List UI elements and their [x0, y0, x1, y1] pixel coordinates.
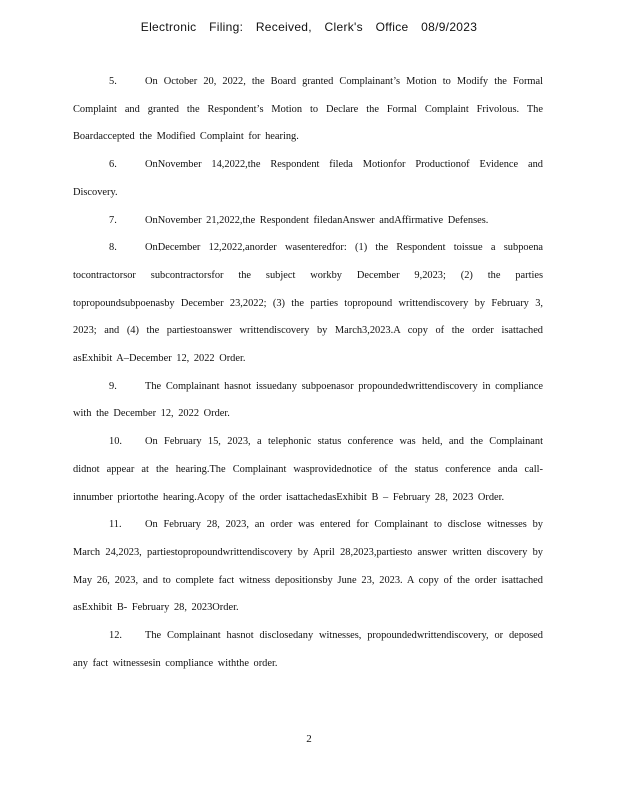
- paragraph-number: 8.: [109, 242, 117, 254]
- document-body: [73, 68, 543, 677]
- paragraph-number: 12.: [109, 630, 122, 642]
- filing-stamp-header: Electronic Filing: Received, Clerk's Office 08/9/2023: [140, 20, 478, 34]
- paragraph-11: [73, 511, 543, 622]
- paragraph-8: [73, 234, 543, 373]
- paragraph-number: 11.: [109, 519, 122, 531]
- paragraph-text: On February 15, 2023, a telephonic status conference was held, and the Complainant didnot appear at the hearing.The Complainant wasprovidednotice of the status conference anda call-innumber priortothe hearing.Acopy of the order isattachedasExhibit B – February 28, 2023 Order.: [73, 436, 543, 503]
- paragraph-number: 5.: [109, 76, 117, 87]
- paragraph-9: [73, 373, 543, 428]
- paragraph-number: 9.: [109, 380, 117, 392]
- paragraph-text: OnNovember 21,2022,the Respondent filedanAnswer andAffirmative Defenses.: [145, 214, 489, 226]
- paragraph-number: 10.: [109, 436, 122, 448]
- paragraph-number: 6.: [109, 159, 117, 171]
- paragraph-10: [73, 428, 543, 511]
- paragraph-number: 7.: [109, 214, 117, 226]
- paragraph-6: [73, 151, 543, 206]
- paragraph-text: OnDecember 12,2022,anorder wasenteredfor: (1) the Respondent toissue a subpoena tocontractorsor subcontractorsfor the subject workby December 9,2023; (2) the parties topropoundsubpoenasby December 23,2022; (3) the parties topropound writtendiscovery by February 3, 2023; and (4) the partiestoanswer writtendiscovery by March3,2023.A copy of the order isattached asExhibit A–December 12, 2022 Order.: [73, 242, 543, 365]
- paragraph-text: OnNovember 14,2022,the Respondent fileda Motionfor Productionof Evidence and Discovery.: [73, 159, 543, 198]
- paragraph-text: The Complainant hasnot issuedany subpoenasor propoundedwrittendiscovery in compliance with the December 12, 2022 Order.: [73, 380, 543, 420]
- paragraph-5: [73, 68, 543, 151]
- paragraph-12: [73, 622, 543, 677]
- paragraph-7: [73, 207, 543, 235]
- paragraph-text: On February 28, 2023, an order was entered for Complainant to disclose witnesses by March 24,2023, partiestopropoundwrittendiscovery by April 28,2023,partiesto answer written discovery by May 26, 2023, and to complete fact witness depositionsby June 23, 2023. A copy of the order isattached asExhibit B- February 28, 2023Order.: [73, 519, 543, 614]
- page-number: 2: [306, 733, 312, 745]
- paragraph-text: The Complainant hasnot disclosedany witnesses, propoundedwrittendiscovery, or deposed any fact witnessesin compliance withthe order.: [73, 630, 543, 669]
- paragraph-text: On October 20, 2022, the Board granted Complainant’s Motion to Modify the Formal Complaint and granted the Respondent’s Motion to Declare the Formal Complaint Frivolous. The Boardaccepted the Modified Complaint for hearing.: [73, 76, 543, 143]
